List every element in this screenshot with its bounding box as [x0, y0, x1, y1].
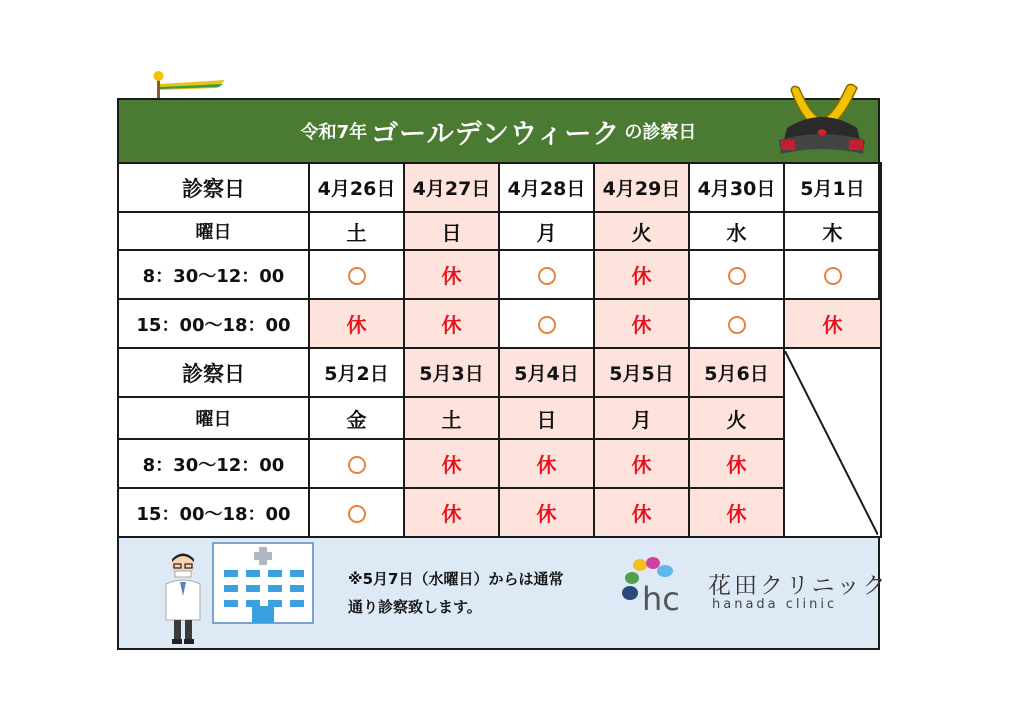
status-cell: [499, 250, 594, 299]
open-mark: [538, 316, 556, 334]
status-cell: [689, 299, 784, 348]
status-cell: [784, 299, 881, 348]
weekday-cell: 木: [784, 212, 881, 250]
status-cell: [594, 488, 689, 537]
date-row-label: 診察日: [118, 163, 309, 212]
schedule-table: [117, 162, 882, 538]
status-cell: [309, 250, 404, 299]
status-cell: [404, 250, 499, 299]
closed-mark: 休: [346, 313, 367, 337]
status-cell: [689, 439, 784, 488]
empty-diagonal-cell: [784, 348, 881, 537]
open-mark: [824, 267, 842, 285]
closed-mark: 休: [726, 453, 747, 477]
title-bar: [119, 100, 878, 162]
closed-mark: 休: [631, 502, 652, 526]
closed-mark: 休: [631, 453, 652, 477]
clinic-name: 花田クリニック: [708, 573, 889, 599]
kabuto-icon: [777, 78, 867, 160]
open-mark: [348, 505, 366, 523]
notice-line: 通り診察致します。: [348, 598, 482, 616]
status-cell: [594, 250, 689, 299]
status-cell: [594, 299, 689, 348]
weekday-cell: 火: [594, 212, 689, 250]
weekday-row-label: 曜日: [118, 397, 309, 439]
status-cell: [784, 250, 881, 299]
clinic-name-en: hanada clinic: [712, 597, 838, 612]
notice-text: [348, 565, 563, 621]
status-cell: [309, 439, 404, 488]
status-cell: [309, 299, 404, 348]
status-cell: [689, 250, 784, 299]
closed-mark: 休: [822, 313, 843, 337]
notice-line: ※5月7日（水曜日）からは通常: [348, 570, 564, 588]
morning-row-label: 8：30～12：00: [118, 439, 309, 488]
status-cell: [404, 439, 499, 488]
weekday-cell: 月: [594, 397, 689, 439]
open-mark: [728, 316, 746, 334]
closed-mark: 休: [536, 502, 557, 526]
date-cell: 5月5日: [594, 348, 689, 397]
logo-mark-text: hc: [642, 580, 680, 616]
weekday-cell: 水: [689, 212, 784, 250]
open-mark: [348, 267, 366, 285]
weekday-row-label: 曜日: [118, 212, 309, 250]
hospital-icon: [212, 542, 314, 624]
date-row-label: 診察日: [118, 348, 309, 397]
date-cell: 5月2日: [309, 348, 404, 397]
open-mark: [728, 267, 746, 285]
date-cell: 4月28日: [499, 163, 594, 212]
status-cell: [499, 439, 594, 488]
open-mark: [348, 456, 366, 474]
closed-mark: 休: [726, 502, 747, 526]
weekday-cell: 火: [689, 397, 784, 439]
closed-mark: 休: [441, 502, 462, 526]
clinic-logo: [620, 556, 692, 616]
date-cell: 5月4日: [499, 348, 594, 397]
status-cell: [309, 488, 404, 537]
date-cell: 4月30日: [689, 163, 784, 212]
status-cell: [689, 488, 784, 537]
diagonal-line: [785, 351, 878, 535]
title-prefix: 令和7年: [300, 122, 368, 143]
weekday-cell: 日: [404, 212, 499, 250]
title-suffix: の診察日: [624, 122, 697, 143]
status-cell: [594, 439, 689, 488]
date-cell: 5月6日: [689, 348, 784, 397]
weekday-cell: 土: [404, 397, 499, 439]
closed-mark: 休: [536, 453, 557, 477]
closed-mark: 休: [441, 264, 462, 288]
weekday-cell: 金: [309, 397, 404, 439]
status-cell: [499, 299, 594, 348]
date-cell: 4月26日: [309, 163, 404, 212]
page-title: ゴールデンウィーク: [371, 118, 621, 150]
doctor-icon: [160, 552, 206, 646]
open-mark: [538, 267, 556, 285]
weekday-cell: 土: [309, 212, 404, 250]
closed-mark: 休: [441, 313, 462, 337]
afternoon-row-label: 15：00～18：00: [118, 488, 309, 537]
weekday-cell: 月: [499, 212, 594, 250]
closed-mark: 休: [631, 313, 652, 337]
date-cell: 4月29日: [594, 163, 689, 212]
closed-mark: 休: [441, 453, 462, 477]
date-cell: 4月27日: [404, 163, 499, 212]
status-cell: [404, 299, 499, 348]
date-cell: 5月3日: [404, 348, 499, 397]
date-cell: 5月1日: [784, 163, 881, 212]
afternoon-row-label: 15：00～18：00: [118, 299, 309, 348]
status-cell: [404, 488, 499, 537]
morning-row-label: 8：30～12：00: [118, 250, 309, 299]
closed-mark: 休: [631, 264, 652, 288]
weekday-cell: 日: [499, 397, 594, 439]
status-cell: [499, 488, 594, 537]
